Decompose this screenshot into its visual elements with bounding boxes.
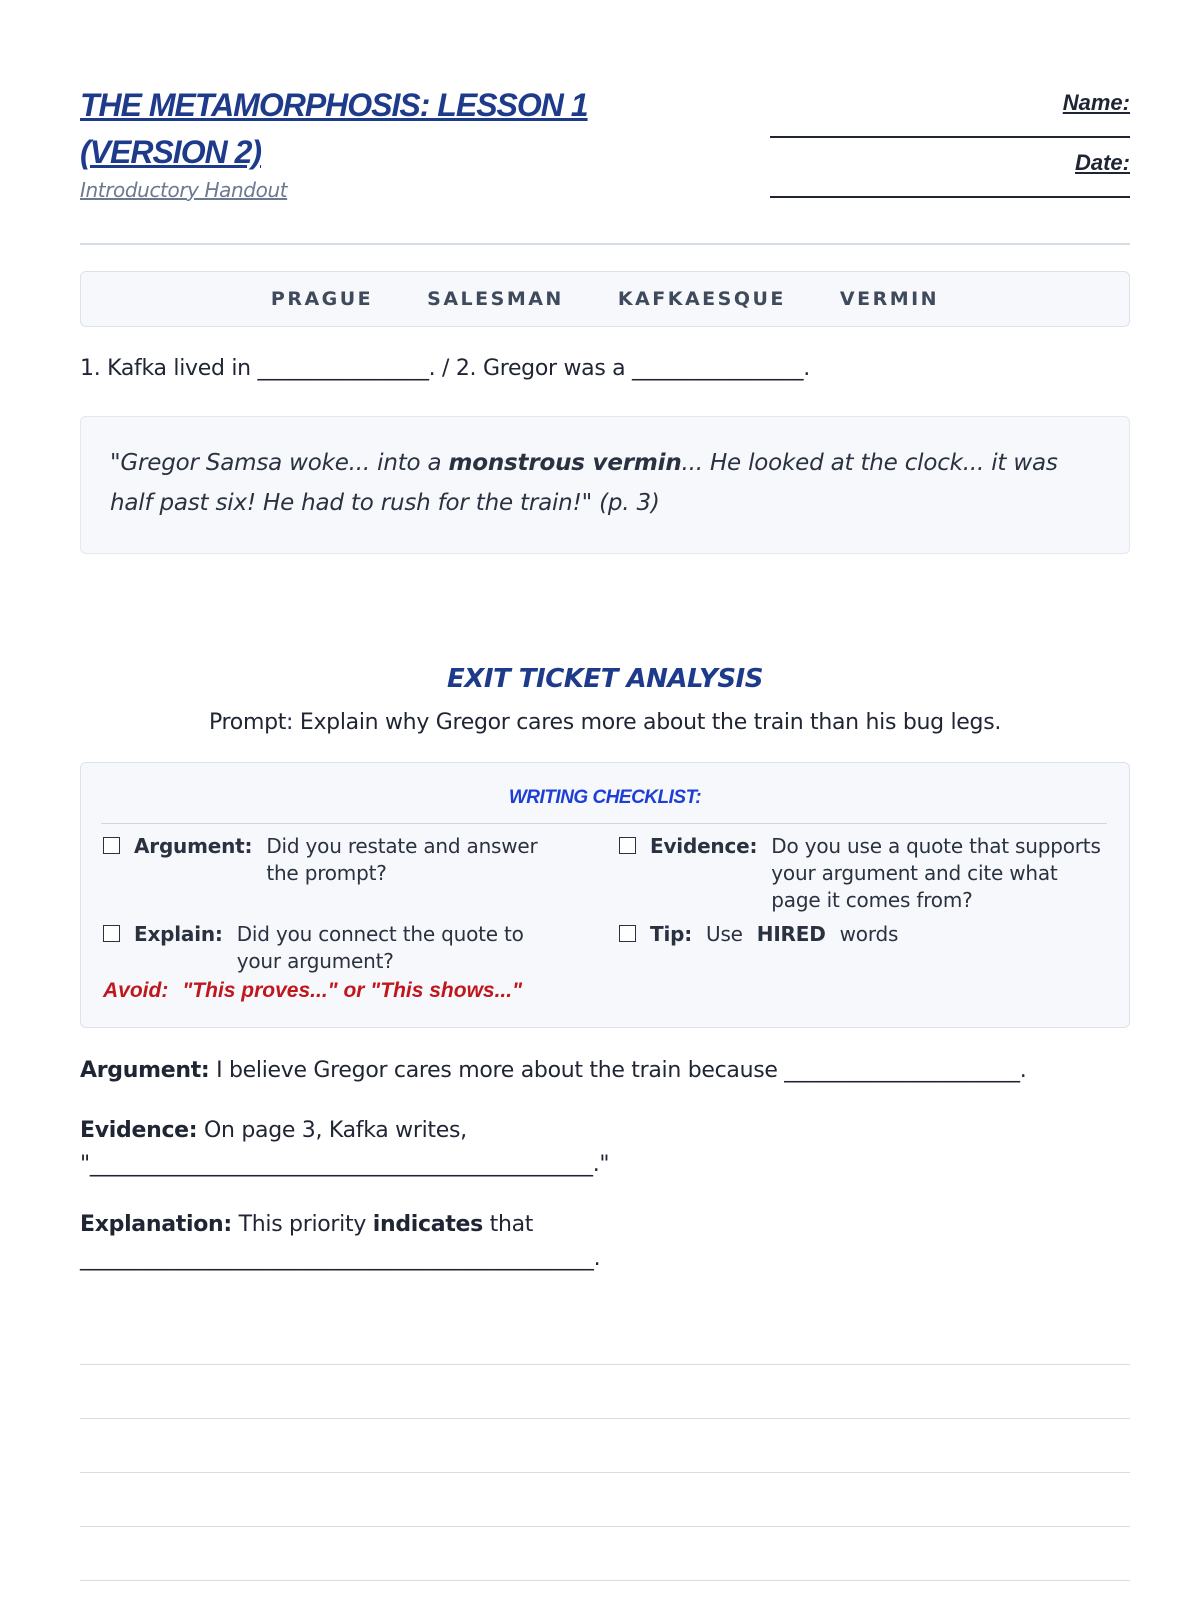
word-bank-item: PRAGUE: [270, 288, 374, 310]
writing-checklist: [80, 762, 1130, 1028]
word-bank: [80, 271, 1130, 327]
header-divider: [80, 243, 1130, 245]
evidence-label: Evidence:: [80, 1118, 198, 1143]
word-bank-item: SALESMAN: [427, 288, 564, 310]
checkbox[interactable]: [619, 837, 636, 854]
writing-line[interactable]: [80, 1472, 1130, 1473]
avoid-text: "This proves..." or "This shows...": [182, 979, 523, 1002]
title-line-2: (VERSION 2): [80, 134, 262, 170]
writing-line[interactable]: [80, 1364, 1130, 1365]
explanation-text-b: that: [482, 1212, 534, 1237]
quote-part-1: "Gregor Samsa woke... into a: [110, 450, 449, 476]
checklist-label: Evidence:: [650, 834, 758, 858]
exit-ticket-prompt: Prompt: Explain why Gregor cares more about the train than his bug legs.: [208, 710, 1002, 735]
checklist-item-tip: [619, 921, 1109, 948]
checklist-text: Do you use a quote that supports your argument and cite what page it comes from?: [771, 834, 1101, 912]
writing-line[interactable]: [80, 1580, 1130, 1581]
evidence-text: On page 3, Kafka writes,: [197, 1118, 467, 1143]
exit-ticket-title: EXIT TICKET ANALYSIS: [447, 664, 763, 694]
argument-frame[interactable]: [80, 1054, 1026, 1088]
checkbox[interactable]: [103, 837, 120, 854]
name-field[interactable]: [770, 136, 1130, 138]
explanation-bold: indicates: [372, 1212, 483, 1237]
page-title: [80, 82, 700, 176]
fill-in-questions[interactable]: 1. Kafka lived in ________________. / 2. Gregor was a ________________.: [80, 356, 810, 381]
argument-text: I believe Gregor cares more about the train because ______________________.: [209, 1058, 1027, 1083]
word-bank-item: KAFKAESQUE: [617, 288, 786, 310]
avoid-warning: [103, 979, 522, 1003]
checklist-label: Tip:: [650, 922, 693, 946]
explanation-text-a: This priority: [231, 1212, 373, 1237]
date-field[interactable]: [770, 196, 1130, 198]
tip-text-before: Use: [706, 922, 743, 946]
student-info: [770, 82, 1130, 198]
argument-label: Argument:: [80, 1058, 210, 1083]
handout-page: [80, 0, 1130, 1600]
checklist-item-evidence: [619, 833, 1109, 914]
checklist-label: Argument:: [134, 834, 253, 858]
checkbox[interactable]: [103, 925, 120, 942]
writing-line[interactable]: [80, 1418, 1130, 1419]
tip-text-after: words: [839, 922, 899, 946]
title-line-1: THE METAMORPHOSIS: LESSON 1: [80, 87, 588, 123]
checklist-item-explain: [103, 921, 573, 975]
page-subtitle: Introductory Handout: [80, 178, 288, 202]
tip-hired: HIRED: [756, 922, 826, 946]
quote-box: [80, 416, 1130, 554]
checklist-text: Did you restate and answer the prompt?: [266, 834, 538, 885]
explanation-blank: ________________________________________________.: [80, 1246, 601, 1271]
word-bank-item: VERMIN: [839, 288, 940, 310]
quote-part-2: ... He looked at the clock... it was half past six! He had to rush for the train!" (p. 3): [110, 450, 1058, 516]
checklist-label: Explain:: [134, 922, 223, 946]
checkbox[interactable]: [619, 925, 636, 942]
header: [80, 82, 1130, 242]
name-label: Name:: [1062, 90, 1130, 115]
explanation-label: Explanation:: [80, 1212, 232, 1237]
checklist-text: Did you connect the quote to your argument?: [236, 922, 524, 973]
checklist-divider: [101, 823, 1107, 824]
avoid-label: Avoid:: [103, 979, 169, 1002]
book-quote: [110, 443, 1100, 523]
writing-line[interactable]: [80, 1526, 1130, 1527]
date-label: Date:: [1074, 150, 1130, 175]
checklist-title: WRITING CHECKLIST:: [508, 787, 702, 808]
explanation-frame[interactable]: [80, 1208, 600, 1276]
evidence-blank: "_______________________________________________.": [80, 1152, 610, 1177]
checklist-item-argument: [103, 833, 573, 887]
evidence-frame[interactable]: [80, 1114, 609, 1182]
quote-emphasis: monstrous vermin: [448, 450, 682, 476]
